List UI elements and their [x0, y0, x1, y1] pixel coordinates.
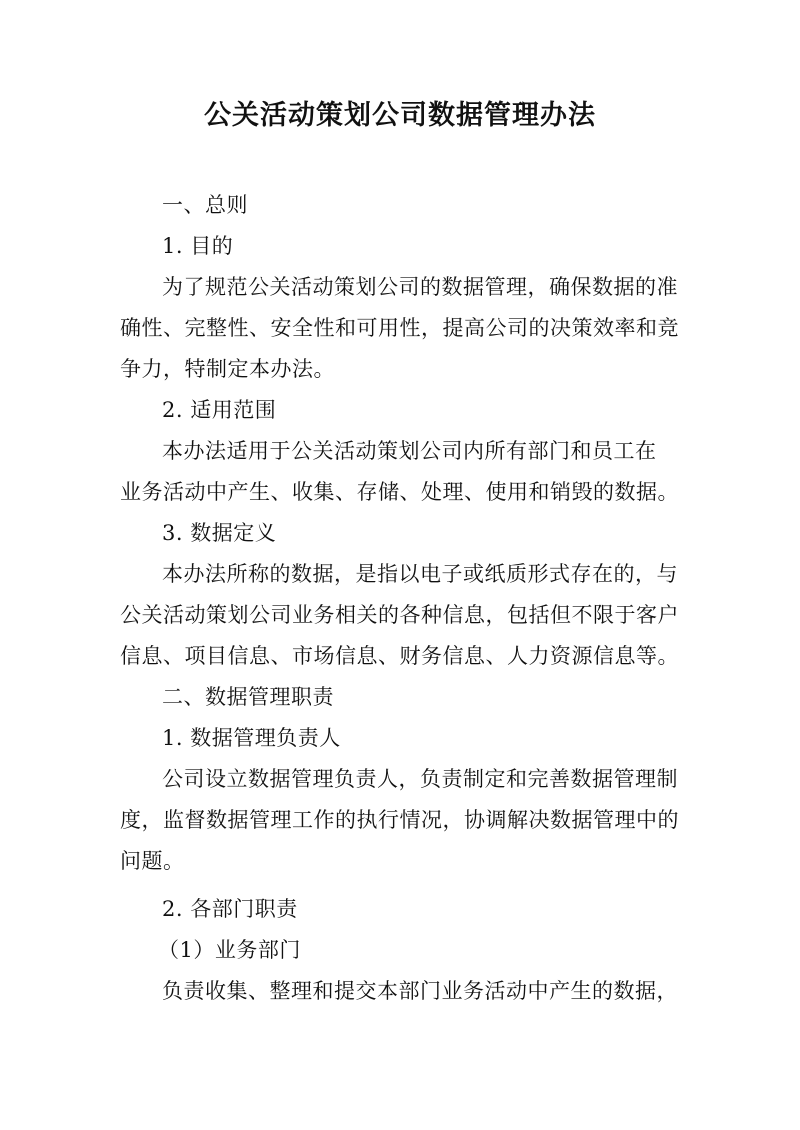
paragraph-line: 公关活动策划公司业务相关的各种信息，包括但不限于客户	[120, 603, 679, 627]
paragraph-line: 确性、完整性、安全性和可用性，提高公司的决策效率和竞	[120, 316, 679, 340]
subsection-heading-data-manager: 1. 数据管理负责人	[162, 726, 341, 750]
item-heading-business-department: （1）业务部门	[158, 938, 301, 962]
paragraph-line: 度，监督数据管理工作的执行情况，协调解决数据管理中的	[120, 808, 679, 832]
paragraph-line: 负责收集、整理和提交本部门业务活动中产生的数据，	[162, 979, 678, 1003]
section-heading-general: 一、总则	[162, 193, 248, 217]
paragraph-line: 信息、项目信息、市场信息、财务信息、人力资源信息等。	[120, 644, 679, 668]
paragraph-line: 业务活动中产生、收集、存储、处理、使用和销毁的数据。	[120, 480, 679, 504]
paragraph-line: 本办法所称的数据，是指以电子或纸质形式存在的，与	[162, 562, 678, 586]
section-heading-responsibilities: 二、数据管理职责	[162, 685, 334, 709]
document-title: 公关活动策划公司数据管理办法	[204, 100, 596, 131]
paragraph-line: 公司设立数据管理负责人，负责制定和完善数据管理制	[162, 767, 678, 791]
subsection-heading-definition: 3. 数据定义	[162, 521, 277, 545]
paragraph-line: 本办法适用于公关活动策划公司内所有部门和员工在	[162, 439, 657, 463]
paragraph-line: 为了规范公关活动策划公司的数据管理，确保数据的准	[162, 275, 678, 299]
paragraph-line: 争力，特制定本办法。	[120, 357, 335, 381]
paragraph-line: 问题。	[120, 849, 185, 873]
subsection-heading-department-duties: 2. 各部门职责	[162, 897, 298, 921]
subsection-heading-purpose: 1. 目的	[162, 234, 234, 258]
subsection-heading-scope: 2. 适用范围	[162, 398, 277, 422]
document-body	[120, 185, 690, 1012]
